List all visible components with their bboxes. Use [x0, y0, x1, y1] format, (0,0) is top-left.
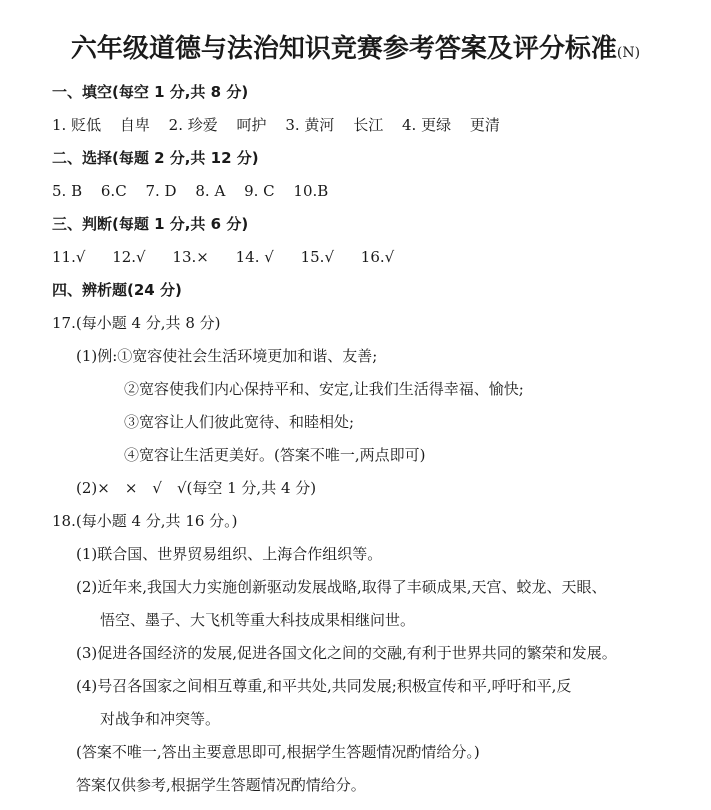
q18-part4-line2: 对战争和冲突等。: [100, 710, 221, 728]
q18-part2-line1: (2)近年来,我国大力实施创新驱动发展战略,取得了丰硕成果,天宫、蛟龙、天眼、: [76, 578, 607, 596]
answer-5: 5. B: [52, 182, 83, 200]
q17-part2: (2)× × √ √(每空 1 分,共 4 分): [76, 479, 317, 497]
q18-part3: (3)促进各国经济的发展,促进各国文化之间的交融,有利于世界共同的繁荣和发展。: [76, 644, 617, 662]
q17-header: 17.(每小题 4 分,共 8 分): [52, 314, 221, 332]
answer-2a: 2. 珍爱: [168, 116, 218, 134]
q17-part1-line3: ③宽容让人们彼此宽待、和睦相处;: [124, 413, 355, 431]
answer-6: 6.C: [100, 182, 127, 200]
section2-answers: [52, 181, 328, 201]
answer-13: 13.×: [172, 248, 209, 266]
section1-heading: 一、填空(每空 1 分,共 8 分): [52, 83, 249, 101]
q18-part4-line1: (4)号召各国家之间相互尊重,和平共处,共同发展;积极宣传和平,呼吁和平,反: [76, 677, 572, 695]
answer-12: 12.√: [112, 248, 146, 266]
section1-answers: [52, 115, 500, 135]
title-suffix: (N): [616, 45, 641, 61]
q18-part1: (1)联合国、世界贸易组织、上海合作组织等。: [76, 545, 383, 563]
answer-4a: 4. 更绿: [402, 116, 452, 134]
answer-11: 11.√: [52, 248, 86, 266]
q17-part1-line4: ④宽容让生活更美好。(答案不唯一,两点即可): [124, 446, 426, 464]
answer-15: 15.√: [300, 248, 335, 266]
answer-7: 7. D: [145, 182, 177, 200]
section2-heading: 二、选择(每题 2 分,共 12 分): [52, 149, 259, 167]
answer-4b: 更清: [469, 116, 500, 134]
answer-3a: 3. 黄河: [285, 116, 335, 134]
q18-note: (答案不唯一,答出主要意思即可,根据学生答题情况酌情给分。): [76, 743, 480, 761]
answer-3b: 长江: [353, 116, 384, 134]
answer-8: 8. A: [195, 182, 226, 200]
answer-16: 16.√: [360, 248, 395, 266]
q17-part1-line1: (1)例:①宽容使社会生活环境更加和谐、友善;: [76, 347, 378, 365]
footer-note: 答案仅供参考,根据学生答题情况酌情给分。: [76, 776, 366, 794]
section3-answers: [52, 247, 394, 267]
title-main: 六年级道德与法治知识竞赛参考答案及评分标准: [70, 34, 617, 64]
section3-heading: 三、判断(每题 1 分,共 6 分): [52, 215, 249, 233]
q17-part1-line2: ②宽容使我们内心保持平和、安定,让我们生活得幸福、愉快;: [124, 380, 524, 398]
section4-heading: 四、辨析题(24 分): [52, 281, 182, 299]
answer-1a: 1. 贬低: [52, 116, 102, 134]
page-title: [0, 28, 711, 65]
q18-part2-line2: 悟空、墨子、大飞机等重大科技成果相继问世。: [100, 611, 416, 629]
q18-header: 18.(每小题 4 分,共 16 分。): [52, 512, 238, 530]
answer-2b: 呵护: [236, 116, 267, 134]
answer-14: 14. √: [235, 248, 274, 266]
answer-10: 10.B: [293, 182, 329, 200]
answer-1b: 自卑: [119, 116, 150, 134]
answer-9: 9. C: [244, 182, 275, 200]
